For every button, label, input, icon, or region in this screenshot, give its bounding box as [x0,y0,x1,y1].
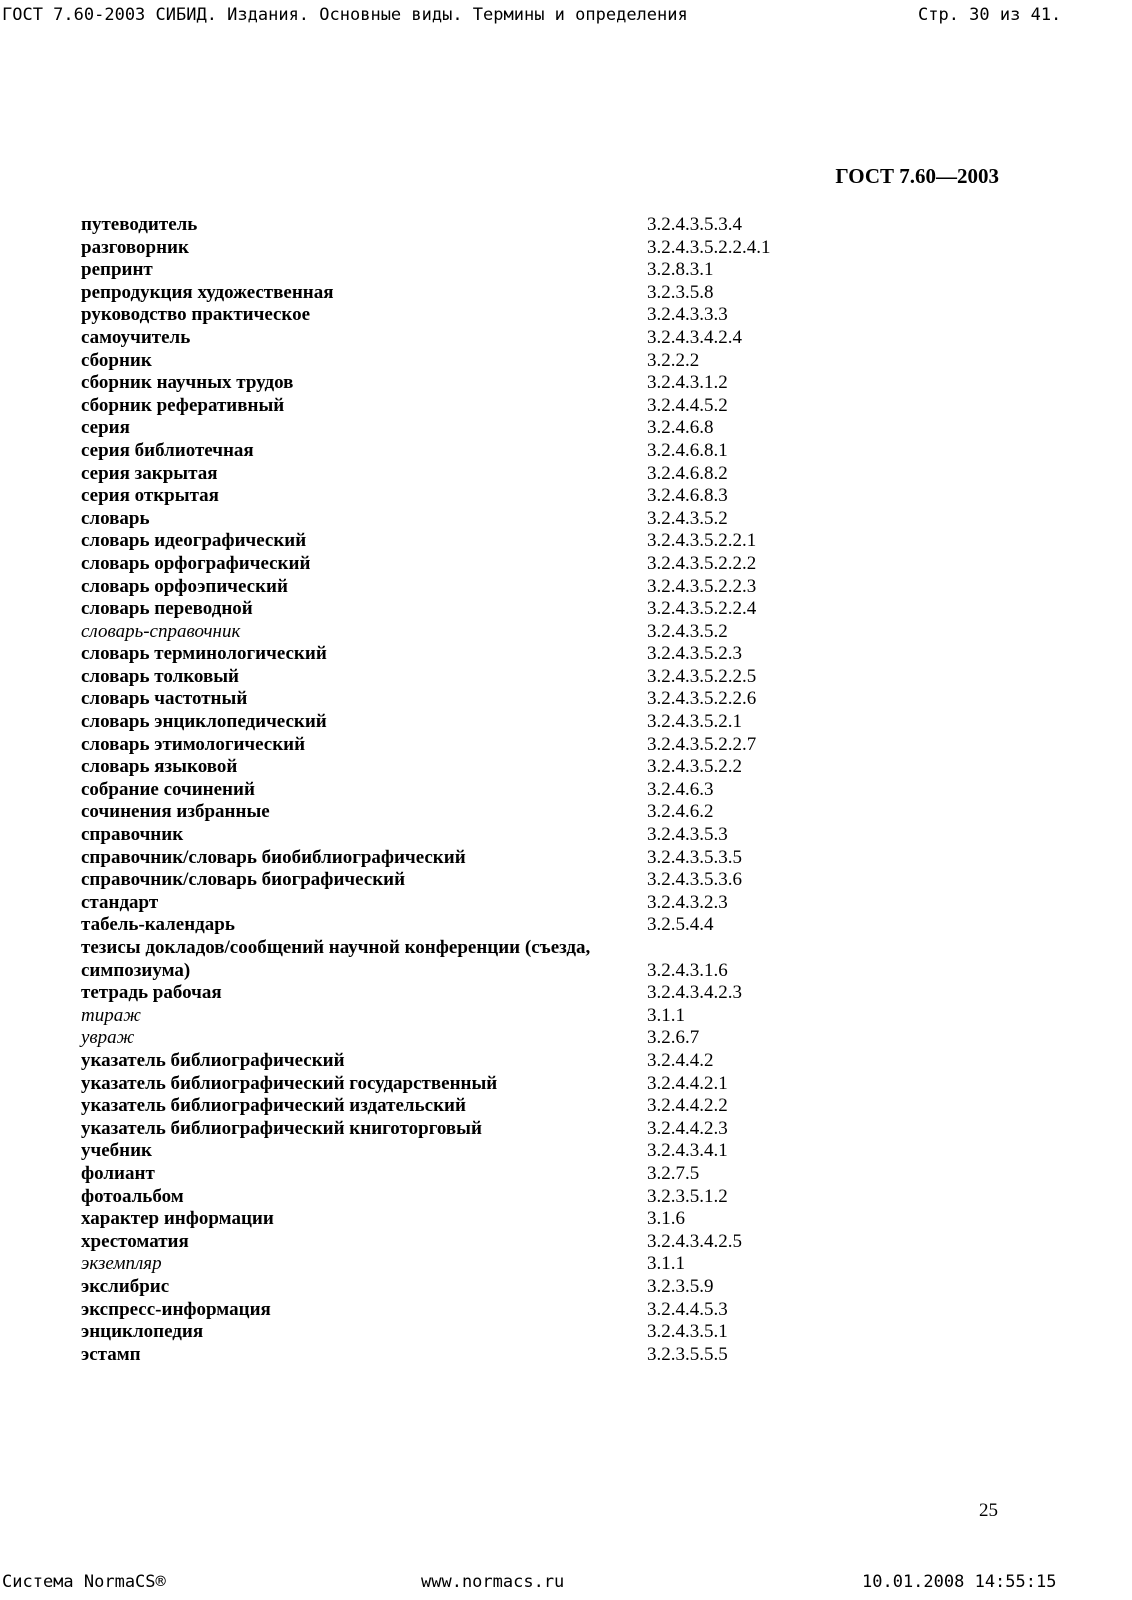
index-ref: 3.2.3.5.8 [647,281,714,303]
index-term: табель-календарь [81,914,235,936]
index-ref: 3.2.4.3.4.2.4 [647,326,742,348]
index-term: репродукция художественная [81,281,334,303]
index-ref: 3.2.4.6.8.1 [647,439,728,461]
index-ref: 3.2.4.3.4.2.3 [647,982,742,1004]
index-row [81,282,981,305]
index-term: серия [81,417,130,439]
index-row [81,304,981,327]
index-term: экспресс-информация [81,1298,271,1320]
index-row [81,395,981,418]
index-ref: 3.2.3.5.1.2 [647,1185,728,1207]
index-ref: 3.2.4.3.2.3 [647,891,728,913]
index-term: справочник/словарь биобиблиографический [81,846,466,868]
index-term: тетрадь рабочая [81,982,222,1004]
index-term: серия открытая [81,485,219,507]
index-row [81,1321,981,1344]
index-term: словарь [81,507,150,529]
index-ref: 3.2.4.3.5.3.4 [647,214,742,235]
index-row [81,417,981,440]
index-ref: 3.2.5.4.4 [647,914,714,936]
term-index [81,214,981,1366]
index-ref: 3.2.4.4.2 [647,1049,714,1071]
index-row [81,1299,981,1322]
index-term: тезисы докладов/сообщений научной конференции (съезда, симпозиума) [81,937,591,981]
index-term: словарь энциклопедический [81,711,327,733]
index-row [81,485,981,508]
index-ref: 3.2.4.3.4.2.5 [647,1230,742,1252]
index-ref: 3.2.4.4.2.3 [647,1117,728,1139]
index-ref: 3.2.4.3.5.1 [647,1321,728,1343]
index-row [81,1344,981,1367]
index-row [81,892,981,915]
index-term: экслибрис [81,1275,170,1297]
index-row [81,734,981,757]
index-row [81,530,981,553]
index-ref: 3.2.4.3.5.2.2.4 [647,598,757,620]
index-row [81,1231,981,1254]
index-row [81,801,981,824]
index-term: собрание сочинений [81,778,255,800]
index-term: словарь орфографический [81,552,311,574]
index-term: характер информации [81,1208,274,1230]
index-term: фотоальбом [81,1185,184,1207]
index-ref: 3.2.4.3.5.3.6 [647,869,742,891]
index-ref: 3.2.4.4.2.1 [647,1072,728,1094]
index-row [81,327,981,350]
index-row [81,1027,981,1050]
index-ref: 3.2.4.3.5.2.2.2 [647,552,757,574]
index-ref: 3.2.4.3.5.3 [647,824,728,846]
index-term: эстамп [81,1343,141,1365]
index-term: увраж [81,1027,135,1049]
index-row [81,440,981,463]
index-row [81,576,981,599]
index-ref: 3.2.4.3.5.2 [647,620,728,642]
index-ref: 3.2.4.3.5.2.2.7 [647,733,757,755]
index-row [81,259,981,282]
index-ref: 3.2.4.3.3.3 [647,304,728,326]
index-ref: 3.1.6 [647,1208,685,1230]
index-row [81,1095,981,1118]
index-term: указатель библиографический государственный [81,1072,498,1094]
index-row [81,824,981,847]
index-term: словарь-справочник [81,620,241,642]
index-term: самоучитель [81,326,191,348]
index-term: фолиант [81,1162,155,1184]
index-term: серия библиотечная [81,439,254,461]
index-term: стандарт [81,891,159,913]
index-ref: 3.2.4.6.2 [647,801,714,823]
index-term: словарь частотный [81,688,248,710]
index-term: серия закрытая [81,462,218,484]
index-ref: 3.2.4.4.5.2 [647,394,728,416]
index-row [81,1186,981,1209]
index-ref: 3.2.4.3.5.2.3 [647,643,742,665]
index-row [81,237,981,260]
index-ref: 3.2.4.6.8.2 [647,462,728,484]
index-row [81,688,981,711]
index-ref: 3.2.4.3.5.2.2.5 [647,665,757,687]
index-ref: 3.2.4.4.5.3 [647,1298,728,1320]
index-row [81,1005,981,1028]
index-ref: 3.2.4.6.8.3 [647,485,728,507]
index-row [81,463,981,486]
index-row [81,1253,981,1276]
index-row [81,214,981,237]
index-row [81,643,981,666]
index-ref: 3.2.4.3.5.2.2.4.1 [647,236,771,258]
index-row [81,779,981,802]
index-ref: 3.2.4.3.5.2.2 [647,756,742,778]
index-row [81,982,981,1005]
index-ref: 3.2.4.3.5.2.2.6 [647,688,757,710]
index-ref: 3.2.4.6.3 [647,778,714,800]
index-term: указатель библиографический издательский [81,1095,466,1117]
index-term: справочник/словарь биографический [81,869,406,891]
index-term: экземпляр [81,1253,162,1275]
index-term: указатель библиографический книготорговый [81,1117,482,1139]
index-ref: 3.1.1 [647,1253,685,1275]
footer-timestamp: 10.01.2008 14:55:15 [862,1572,1057,1592]
index-row [81,1073,981,1096]
index-row [81,372,981,395]
index-ref: 3.2.3.5.9 [647,1275,714,1297]
index-ref: 3.2.4.3.5.2.2.3 [647,575,757,597]
index-term: сочинения избранные [81,801,270,823]
index-ref: 3.2.4.3.4.1 [647,1140,728,1162]
index-term: путеводитель [81,214,198,235]
index-row [81,1276,981,1299]
index-row [81,711,981,734]
index-row [81,1163,981,1186]
index-term: сборник научных трудов [81,372,294,394]
index-row [81,1208,981,1231]
index-row [81,869,981,892]
index-term: словарь идеографический [81,530,307,552]
footer-system: Система NormaCS® [2,1572,166,1592]
index-row [81,1118,981,1141]
index-ref: 3.2.4.3.5.2.2.1 [647,530,757,552]
index-term: словарь орфоэпический [81,575,288,597]
index-term: словарь переводной [81,598,253,620]
index-row [81,621,981,644]
index-ref: 3.2.2.2 [647,349,700,371]
index-term: указатель библиографический [81,1049,345,1071]
index-ref: 3.2.4.3.1.2 [647,372,728,394]
index-row [81,508,981,531]
index-row [81,598,981,621]
index-term: словарь толковый [81,665,240,687]
header-title: ГОСТ 7.60-2003 СИБИД. Издания. Основные виды. Термины и определения [2,5,688,25]
index-ref: 3.2.8.3.1 [647,259,714,281]
index-term: репринт [81,259,153,281]
index-term: хрестоматия [81,1230,189,1252]
index-ref: 3.2.4.3.5.3.5 [647,846,742,868]
index-ref: 3.1.1 [647,1004,685,1026]
index-row [81,666,981,689]
index-row [81,1140,981,1163]
index-ref: 3.2.4.6.8 [647,417,714,439]
index-row [81,937,981,982]
index-term: учебник [81,1140,152,1162]
index-term: словарь этимологический [81,733,306,755]
index-ref: 3.2.3.5.5.5 [647,1343,728,1365]
index-ref: 3.2.7.5 [647,1162,700,1184]
index-row [81,350,981,373]
document-code: ГОСТ 7.60—2003 [835,164,999,188]
index-ref: 3.2.4.3.5.2.1 [647,711,742,733]
footer-website[interactable]: www.normacs.ru [421,1572,565,1592]
index-row [81,914,981,937]
index-term: словарь терминологический [81,643,327,665]
index-row [81,847,981,870]
page-number: 25 [979,1500,998,1521]
index-ref: 3.2.4.3.1.6 [647,959,728,981]
index-row [81,553,981,576]
index-term: разговорник [81,236,189,258]
index-term: справочник [81,824,184,846]
index-ref: 3.2.4.4.2.2 [647,1095,728,1117]
index-term: руководство практическое [81,304,311,326]
index-ref: 3.2.4.3.5.2 [647,507,728,529]
index-term: энциклопедия [81,1321,204,1343]
index-ref: 3.2.6.7 [647,1027,700,1049]
index-row [81,1050,981,1073]
header-page-info: Стр. 30 из 41. [918,5,1062,25]
index-term: сборник [81,349,152,371]
index-term: сборник реферативный [81,394,285,416]
index-term: словарь языковой [81,756,238,778]
index-row [81,756,981,779]
index-term: тираж [81,1004,141,1026]
